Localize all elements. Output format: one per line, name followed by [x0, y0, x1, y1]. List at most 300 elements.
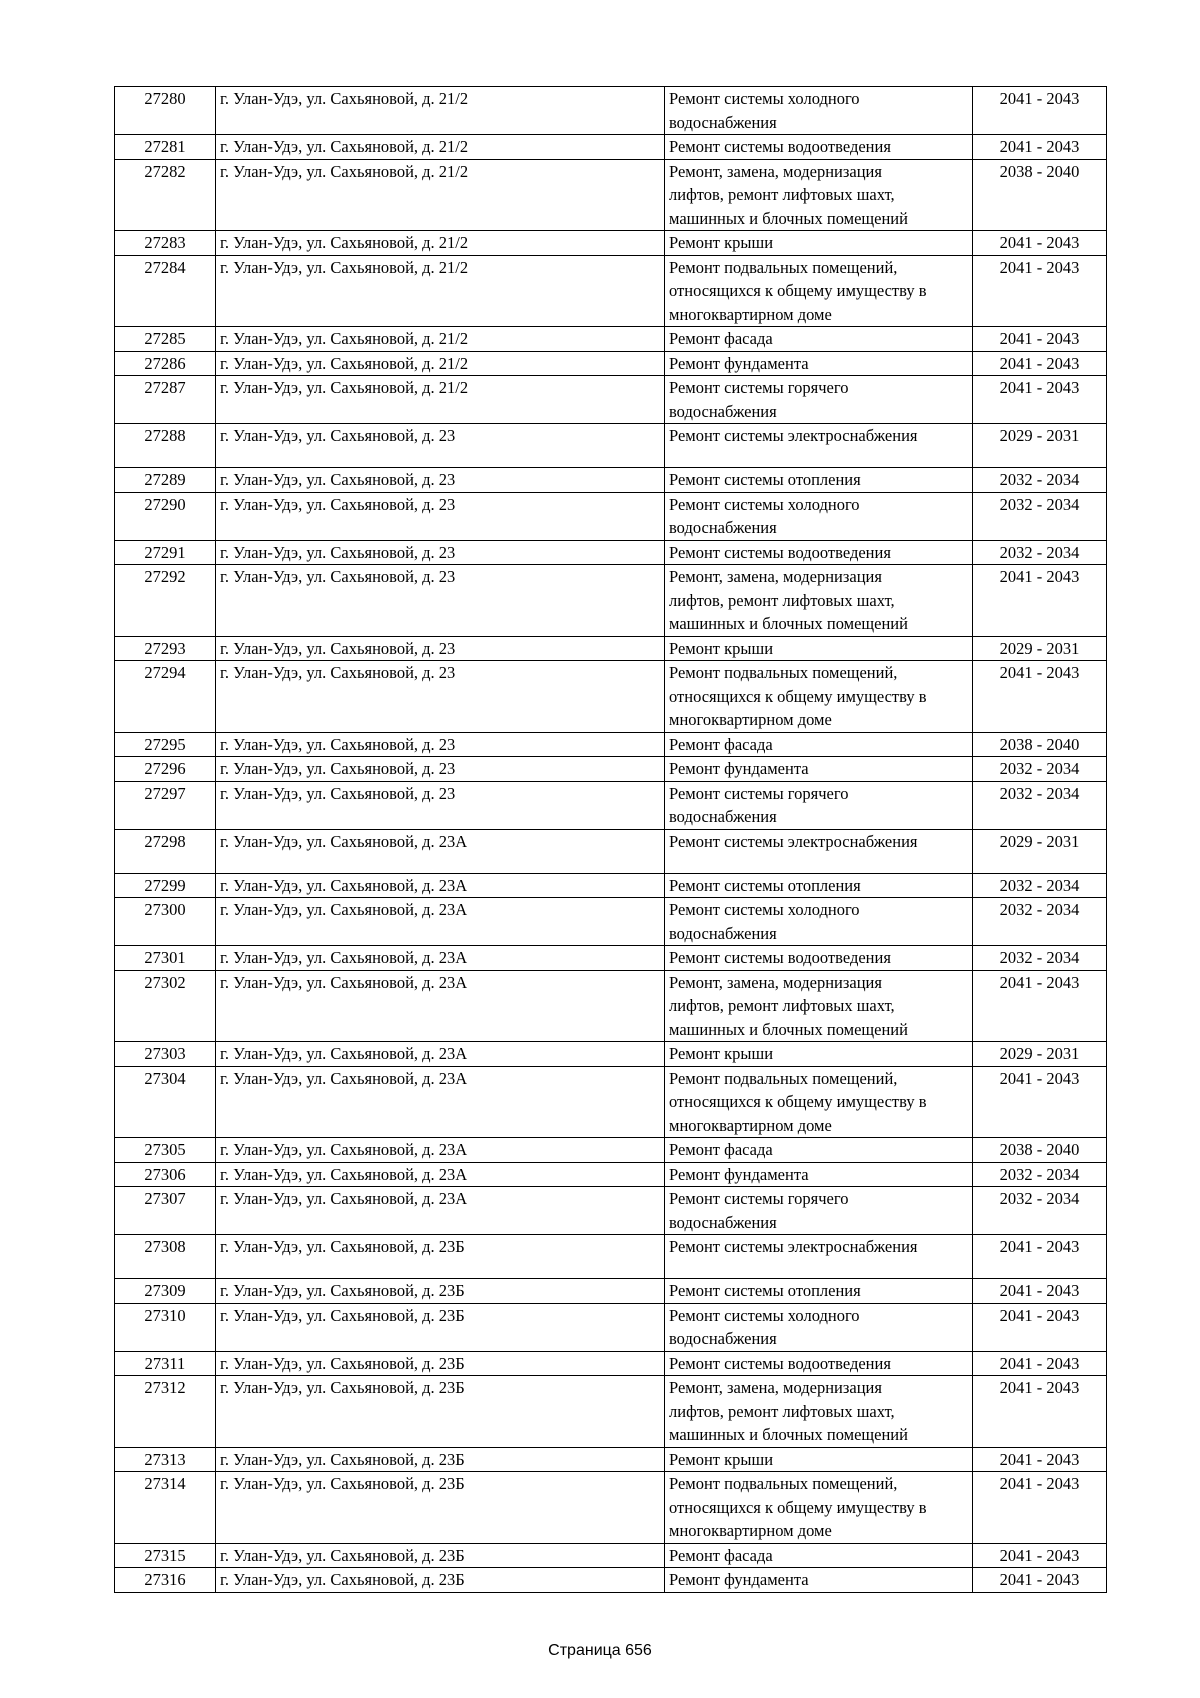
row-number-cell	[115, 781, 216, 829]
period-cell-text: 2041 - 2043	[999, 329, 1080, 348]
period-cell	[973, 829, 1107, 873]
row-number-cell-text: 27307	[144, 1189, 186, 1208]
address-cell	[216, 1235, 665, 1279]
table-row	[115, 351, 1107, 376]
work-type-cell-text: Ремонт, замена, модернизация лифтов, ремонт лифтовых шахт, машинных и блочных помещений	[669, 567, 908, 633]
address-cell	[216, 781, 665, 829]
row-number-cell	[115, 255, 216, 327]
work-type-cell	[665, 1279, 973, 1304]
row-number-cell-text: 27291	[144, 542, 186, 562]
address-cell-text: г. Улан-Удэ, ул. Сахьяновой, д. 23А	[220, 1068, 468, 1088]
row-number-cell-text: 27285	[144, 329, 186, 348]
work-type-cell-text: Ремонт подвальных помещений, относящихся к общему имуществу в многоквартирном доме	[669, 663, 927, 729]
work-type-cell-text: Ремонт системы отопления	[669, 470, 861, 489]
table-row	[115, 1187, 1107, 1235]
row-number-cell-text: 27282	[144, 161, 186, 181]
row-number-cell-text: 27305	[144, 1140, 186, 1159]
work-type-cell-text: Ремонт системы горячего водоснабжения	[669, 378, 849, 421]
work-type-cell	[665, 1138, 973, 1163]
period-cell	[973, 255, 1107, 327]
work-type-cell-text: Ремонт, замена, модернизация лифтов, ремонт лифтовых шахт, машинных и блочных помещений	[669, 1378, 908, 1444]
row-number-cell	[115, 1376, 216, 1448]
address-cell-text: г. Улан-Удэ, ул. Сахьяновой, д. 23	[220, 663, 456, 682]
table-row	[115, 946, 1107, 971]
period-cell	[973, 351, 1107, 376]
table-row	[115, 231, 1107, 256]
row-number-cell-text: 27312	[144, 1378, 186, 1397]
work-type-cell	[665, 492, 973, 540]
period-cell	[973, 540, 1107, 565]
address-cell	[216, 159, 665, 231]
work-type-cell	[665, 661, 973, 733]
period-cell-text: 2032 - 2034	[999, 494, 1080, 514]
work-type-cell-text: Ремонт системы водоотведения	[669, 1353, 891, 1373]
row-number-cell	[115, 1472, 216, 1544]
work-type-cell	[665, 231, 973, 256]
row-number-cell	[115, 1351, 216, 1376]
address-cell-text: г. Улан-Удэ, ул. Сахьяновой, д. 21/2	[220, 233, 469, 252]
period-cell-text: 2032 - 2034	[999, 900, 1080, 919]
work-type-cell-text: Ремонт фундамента	[669, 353, 809, 373]
address-cell-text: г. Улан-Удэ, ул. Сахьяновой, д. 23Б	[220, 1237, 465, 1256]
table-row	[115, 661, 1107, 733]
work-type-cell-text: Ремонт системы холодного водоснабжения	[669, 89, 860, 132]
address-cell-text: г. Улан-Удэ, ул. Сахьяновой, д. 21/2	[220, 257, 469, 277]
work-type-cell	[665, 636, 973, 661]
work-type-cell-text: Ремонт фасада	[669, 1140, 773, 1159]
period-cell	[973, 1138, 1107, 1163]
row-number-cell-text: 27302	[144, 972, 186, 992]
work-type-cell-text: Ремонт подвальных помещений, относящихся к общему имуществу в многоквартирном доме	[669, 1068, 927, 1135]
period-cell	[973, 565, 1107, 637]
period-cell-text: 2041 - 2043	[999, 663, 1080, 682]
period-cell	[973, 376, 1107, 424]
work-type-cell	[665, 970, 973, 1042]
table-row	[115, 757, 1107, 782]
address-cell	[216, 135, 665, 160]
row-number-cell-text: 27289	[144, 470, 186, 489]
address-cell	[216, 1066, 665, 1138]
row-number-cell-text: 27281	[144, 137, 186, 156]
table-row	[115, 1279, 1107, 1304]
work-type-cell	[665, 1472, 973, 1544]
work-type-cell	[665, 757, 973, 782]
period-cell-text: 2041 - 2043	[999, 1237, 1080, 1256]
table-row	[115, 1042, 1107, 1067]
address-cell-text: г. Улан-Удэ, ул. Сахьяновой, д. 23А	[220, 948, 468, 967]
period-cell-text: 2038 - 2040	[999, 734, 1080, 754]
work-type-cell	[665, 351, 973, 376]
row-number-cell-text: 27280	[144, 89, 186, 108]
period-cell	[973, 1447, 1107, 1472]
row-number-cell	[115, 661, 216, 733]
row-number-cell-text: 27298	[144, 831, 186, 851]
address-cell-text: г. Улан-Удэ, ул. Сахьяновой, д. 23А	[220, 831, 468, 851]
period-cell	[973, 159, 1107, 231]
address-cell-text: г. Улан-Удэ, ул. Сахьяновой, д. 23	[220, 567, 456, 586]
row-number-cell	[115, 1138, 216, 1163]
work-type-cell	[665, 87, 973, 135]
work-type-cell	[665, 1447, 973, 1472]
row-number-cell	[115, 87, 216, 135]
address-cell-text: г. Улан-Удэ, ул. Сахьяновой, д. 21/2	[220, 329, 469, 348]
work-type-cell-text: Ремонт системы холодного водоснабжения	[669, 1305, 860, 1348]
period-cell	[973, 1042, 1107, 1067]
period-cell	[973, 873, 1107, 898]
address-cell-text: г. Улан-Удэ, ул. Сахьяновой, д. 21/2	[220, 378, 469, 397]
work-type-cell-text: Ремонт системы отопления	[669, 1281, 861, 1300]
work-type-cell	[665, 327, 973, 352]
row-number-cell-text: 27310	[144, 1305, 186, 1325]
period-cell-text: 2041 - 2043	[999, 1068, 1080, 1088]
period-cell	[973, 1279, 1107, 1304]
table-row	[115, 829, 1107, 873]
period-cell-text: 2041 - 2043	[999, 1570, 1080, 1589]
address-cell	[216, 898, 665, 946]
work-type-cell-text: Ремонт, замена, модернизация лифтов, ремонт лифтовых шахт, машинных и блочных помещений	[669, 972, 908, 1039]
work-type-cell	[665, 946, 973, 971]
row-number-cell-text: 27292	[144, 567, 186, 586]
address-cell	[216, 1303, 665, 1351]
work-type-cell-text: Ремонт крыши	[669, 233, 774, 252]
period-cell	[973, 757, 1107, 782]
period-cell-text: 2041 - 2043	[999, 89, 1080, 108]
period-cell	[973, 1066, 1107, 1138]
address-cell	[216, 255, 665, 327]
period-cell-text: 2038 - 2040	[999, 161, 1080, 181]
table-row	[115, 468, 1107, 493]
row-number-cell-text: 27316	[144, 1570, 186, 1589]
work-type-cell	[665, 1543, 973, 1568]
address-cell	[216, 1187, 665, 1235]
row-number-cell	[115, 636, 216, 661]
work-type-cell	[665, 1162, 973, 1187]
work-type-cell	[665, 1066, 973, 1138]
row-number-cell	[115, 1187, 216, 1235]
table-row	[115, 255, 1107, 327]
row-number-cell-text: 27295	[144, 734, 186, 754]
table-row	[115, 1568, 1107, 1593]
row-number-cell-text: 27300	[144, 900, 186, 919]
period-cell-text: 2029 - 2031	[999, 831, 1080, 851]
period-cell-text: 2032 - 2034	[999, 875, 1080, 895]
period-cell	[973, 946, 1107, 971]
row-number-cell	[115, 540, 216, 565]
period-cell	[973, 898, 1107, 946]
address-cell	[216, 376, 665, 424]
work-type-cell-text: Ремонт системы холодного водоснабжения	[669, 494, 860, 537]
row-number-cell-text: 27301	[144, 948, 186, 967]
period-cell	[973, 636, 1107, 661]
table-row	[115, 1303, 1107, 1351]
address-cell	[216, 829, 665, 873]
table-row	[115, 1543, 1107, 1568]
period-cell	[973, 87, 1107, 135]
period-cell	[973, 1351, 1107, 1376]
work-type-cell-text: Ремонт фасада	[669, 329, 773, 348]
row-number-cell	[115, 946, 216, 971]
row-number-cell-text: 27313	[144, 1449, 186, 1469]
work-type-cell-text: Ремонт системы электроснабжения	[669, 1237, 918, 1256]
period-cell-text: 2041 - 2043	[999, 972, 1080, 992]
address-cell	[216, 757, 665, 782]
table-row	[115, 87, 1107, 135]
work-type-cell	[665, 468, 973, 493]
row-number-cell-text: 27299	[144, 875, 186, 895]
work-type-cell-text: Ремонт крыши	[669, 638, 774, 658]
address-cell	[216, 1376, 665, 1448]
work-type-cell-text: Ремонт фасада	[669, 734, 773, 754]
row-number-cell	[115, 1042, 216, 1067]
work-type-cell-text: Ремонт подвальных помещений, относящихся к общему имуществу в многоквартирном доме	[669, 1474, 927, 1540]
work-type-cell-text: Ремонт системы горячего водоснабжения	[669, 1189, 849, 1232]
period-cell-text: 2032 - 2034	[999, 1189, 1080, 1208]
row-number-cell-text: 27284	[144, 257, 186, 277]
period-cell-text: 2041 - 2043	[999, 1305, 1080, 1325]
work-type-cell-text: Ремонт подвальных помещений, относящихся к общему имуществу в многоквартирном доме	[669, 257, 927, 324]
address-cell	[216, 1472, 665, 1544]
row-number-cell-text: 27287	[144, 378, 186, 397]
work-type-cell	[665, 873, 973, 898]
address-cell-text: г. Улан-Удэ, ул. Сахьяновой, д. 23А	[220, 1044, 468, 1063]
address-cell-text: г. Улан-Удэ, ул. Сахьяновой, д. 21/2	[220, 137, 469, 156]
work-type-cell	[665, 159, 973, 231]
table-row	[115, 1447, 1107, 1472]
period-cell-text: 2032 - 2034	[999, 759, 1080, 778]
row-number-cell	[115, 468, 216, 493]
address-cell-text: г. Улан-Удэ, ул. Сахьяновой, д. 23	[220, 759, 456, 778]
work-type-cell	[665, 732, 973, 757]
period-cell-text: 2041 - 2043	[999, 1353, 1080, 1373]
table-row	[115, 781, 1107, 829]
row-number-cell-text: 27308	[144, 1237, 186, 1256]
row-number-cell	[115, 565, 216, 637]
row-number-cell	[115, 327, 216, 352]
period-cell	[973, 1303, 1107, 1351]
address-cell-text: г. Улан-Удэ, ул. Сахьяновой, д. 21/2	[220, 161, 469, 181]
work-type-cell-text: Ремонт системы электроснабжения	[669, 831, 918, 851]
work-type-cell-text: Ремонт крыши	[669, 1449, 774, 1469]
row-number-cell	[115, 1279, 216, 1304]
address-cell-text: г. Улан-Удэ, ул. Сахьяновой, д. 23А	[220, 900, 468, 919]
row-number-cell-text: 27306	[144, 1164, 186, 1184]
address-cell-text: г. Улан-Удэ, ул. Сахьяновой, д. 23	[220, 542, 456, 562]
row-number-cell	[115, 492, 216, 540]
period-cell-text: 2041 - 2043	[999, 1545, 1080, 1565]
table-row	[115, 492, 1107, 540]
work-type-cell-text: Ремонт крыши	[669, 1044, 774, 1063]
row-number-cell	[115, 1447, 216, 1472]
address-cell	[216, 231, 665, 256]
period-cell	[973, 424, 1107, 468]
period-cell	[973, 135, 1107, 160]
period-cell-text: 2041 - 2043	[999, 233, 1080, 252]
address-cell-text: г. Улан-Удэ, ул. Сахьяновой, д. 23А	[220, 1189, 468, 1208]
address-cell	[216, 1042, 665, 1067]
address-cell-text: г. Улан-Удэ, ул. Сахьяновой, д. 21/2	[220, 353, 469, 373]
work-type-cell	[665, 376, 973, 424]
address-cell-text: г. Улан-Удэ, ул. Сахьяновой, д. 23	[220, 494, 456, 514]
address-cell	[216, 424, 665, 468]
address-cell	[216, 492, 665, 540]
period-cell-text: 2032 - 2034	[999, 1164, 1080, 1184]
period-cell-text: 2041 - 2043	[999, 1378, 1080, 1397]
row-number-cell	[115, 231, 216, 256]
period-cell-text: 2029 - 2031	[999, 1044, 1080, 1063]
work-type-cell-text: Ремонт системы водоотведения	[669, 948, 891, 967]
period-cell	[973, 231, 1107, 256]
address-cell-text: г. Улан-Удэ, ул. Сахьяновой, д. 23	[220, 426, 456, 445]
work-type-cell	[665, 781, 973, 829]
work-type-cell-text: Ремонт системы горячего водоснабжения	[669, 783, 849, 826]
row-number-cell-text: 27294	[144, 663, 186, 682]
table-row	[115, 1066, 1107, 1138]
work-type-cell	[665, 1235, 973, 1279]
work-type-cell	[665, 1568, 973, 1593]
work-type-cell	[665, 255, 973, 327]
table-row	[115, 424, 1107, 468]
address-cell	[216, 873, 665, 898]
row-number-cell-text: 27293	[144, 638, 186, 658]
row-number-cell	[115, 732, 216, 757]
period-cell-text: 2029 - 2031	[999, 638, 1080, 658]
table-row	[115, 1162, 1107, 1187]
work-type-cell-text: Ремонт системы водоотведения	[669, 137, 891, 156]
address-cell-text: г. Улан-Удэ, ул. Сахьяновой, д. 23А	[220, 972, 468, 992]
row-number-cell	[115, 351, 216, 376]
period-cell-text: 2032 - 2034	[999, 948, 1080, 967]
address-cell-text: г. Улан-Удэ, ул. Сахьяновой, д. 23Б	[220, 1378, 465, 1397]
table-row	[115, 1376, 1107, 1448]
work-type-cell	[665, 540, 973, 565]
row-number-cell	[115, 757, 216, 782]
page-number: Страница 656	[548, 1642, 652, 1659]
period-cell-text: 2041 - 2043	[999, 567, 1080, 586]
address-cell-text: г. Улан-Удэ, ул. Сахьяновой, д. 23	[220, 783, 456, 803]
period-cell-text: 2038 - 2040	[999, 1140, 1080, 1159]
row-number-cell-text: 27288	[144, 426, 186, 445]
period-cell-text: 2041 - 2043	[999, 353, 1080, 373]
address-cell-text: г. Улан-Удэ, ул. Сахьяновой, д. 23	[220, 638, 456, 658]
period-cell	[973, 732, 1107, 757]
work-type-cell-text: Ремонт фундамента	[669, 1164, 809, 1184]
work-type-cell-text: Ремонт фасада	[669, 1545, 773, 1565]
work-type-cell-text: Ремонт, замена, модернизация лифтов, ремонт лифтовых шахт, машинных и блочных помещений	[669, 161, 908, 228]
row-number-cell-text: 27286	[144, 353, 186, 373]
row-number-cell	[115, 898, 216, 946]
address-cell-text: г. Улан-Удэ, ул. Сахьяновой, д. 23	[220, 734, 456, 754]
address-cell	[216, 636, 665, 661]
address-cell	[216, 1138, 665, 1163]
period-cell-text: 2032 - 2034	[999, 470, 1080, 489]
row-number-cell-text: 27297	[144, 783, 186, 803]
row-number-cell-text: 27314	[144, 1474, 186, 1493]
row-number-cell	[115, 829, 216, 873]
period-cell	[973, 327, 1107, 352]
address-cell	[216, 1162, 665, 1187]
period-cell	[973, 661, 1107, 733]
address-cell	[216, 540, 665, 565]
table-row	[115, 1138, 1107, 1163]
address-cell-text: г. Улан-Удэ, ул. Сахьяновой, д. 23Б	[220, 1545, 465, 1565]
period-cell	[973, 1162, 1107, 1187]
work-type-cell	[665, 1303, 973, 1351]
address-cell	[216, 351, 665, 376]
table-row	[115, 159, 1107, 231]
address-cell-text: г. Улан-Удэ, ул. Сахьяновой, д. 23Б	[220, 1281, 465, 1300]
work-type-cell	[665, 135, 973, 160]
period-cell	[973, 1472, 1107, 1544]
row-number-cell-text: 27311	[144, 1353, 186, 1373]
period-cell-text: 2041 - 2043	[999, 1449, 1080, 1469]
address-cell-text: г. Улан-Удэ, ул. Сахьяновой, д. 23Б	[220, 1449, 465, 1469]
address-cell-text: г. Улан-Удэ, ул. Сахьяновой, д. 23А	[220, 875, 468, 895]
work-type-cell	[665, 1187, 973, 1235]
period-cell	[973, 492, 1107, 540]
address-cell	[216, 468, 665, 493]
period-cell	[973, 468, 1107, 493]
work-type-cell-text: Ремонт фундамента	[669, 1570, 809, 1589]
row-number-cell	[115, 424, 216, 468]
row-number-cell	[115, 1303, 216, 1351]
repair-schedule-table	[114, 86, 1107, 1593]
address-cell-text: г. Улан-Удэ, ул. Сахьяновой, д. 23Б	[220, 1353, 465, 1373]
address-cell	[216, 946, 665, 971]
address-cell	[216, 1543, 665, 1568]
address-cell-text: г. Улан-Удэ, ул. Сахьяновой, д. 23Б	[220, 1570, 465, 1589]
row-number-cell-text: 27296	[144, 759, 186, 778]
row-number-cell	[115, 376, 216, 424]
address-cell-text: г. Улан-Удэ, ул. Сахьяновой, д. 23А	[220, 1164, 468, 1184]
address-cell	[216, 565, 665, 637]
period-cell-text: 2041 - 2043	[999, 1474, 1080, 1493]
period-cell-text: 2041 - 2043	[999, 378, 1080, 397]
table-row	[115, 732, 1107, 757]
work-type-cell-text: Ремонт системы водоотведения	[669, 542, 891, 562]
address-cell	[216, 661, 665, 733]
work-type-cell-text: Ремонт системы холодного водоснабжения	[669, 900, 860, 943]
table-row	[115, 565, 1107, 637]
period-cell-text: 2041 - 2043	[999, 257, 1080, 277]
row-number-cell-text: 27303	[144, 1044, 186, 1063]
period-cell	[973, 1376, 1107, 1448]
table-row	[115, 327, 1107, 352]
work-type-cell	[665, 1042, 973, 1067]
address-cell-text: г. Улан-Удэ, ул. Сахьяновой, д. 23	[220, 470, 456, 489]
address-cell	[216, 1447, 665, 1472]
address-cell	[216, 732, 665, 757]
period-cell-text: 2041 - 2043	[999, 137, 1080, 156]
address-cell-text: г. Улан-Удэ, ул. Сахьяновой, д. 23А	[220, 1140, 468, 1159]
row-number-cell	[115, 159, 216, 231]
work-type-cell	[665, 424, 973, 468]
row-number-cell-text: 27309	[144, 1281, 186, 1300]
period-cell-text: 2032 - 2034	[999, 783, 1080, 803]
table-row	[115, 873, 1107, 898]
period-cell	[973, 1568, 1107, 1593]
address-cell	[216, 970, 665, 1042]
period-cell	[973, 1187, 1107, 1235]
row-number-cell	[115, 1568, 216, 1593]
table-row	[115, 898, 1107, 946]
work-type-cell-text: Ремонт системы отопления	[669, 875, 861, 895]
row-number-cell	[115, 1543, 216, 1568]
period-cell	[973, 970, 1107, 1042]
address-cell-text: г. Улан-Удэ, ул. Сахьяновой, д. 23Б	[220, 1305, 465, 1325]
address-cell	[216, 1279, 665, 1304]
address-cell	[216, 1351, 665, 1376]
row-number-cell	[115, 135, 216, 160]
